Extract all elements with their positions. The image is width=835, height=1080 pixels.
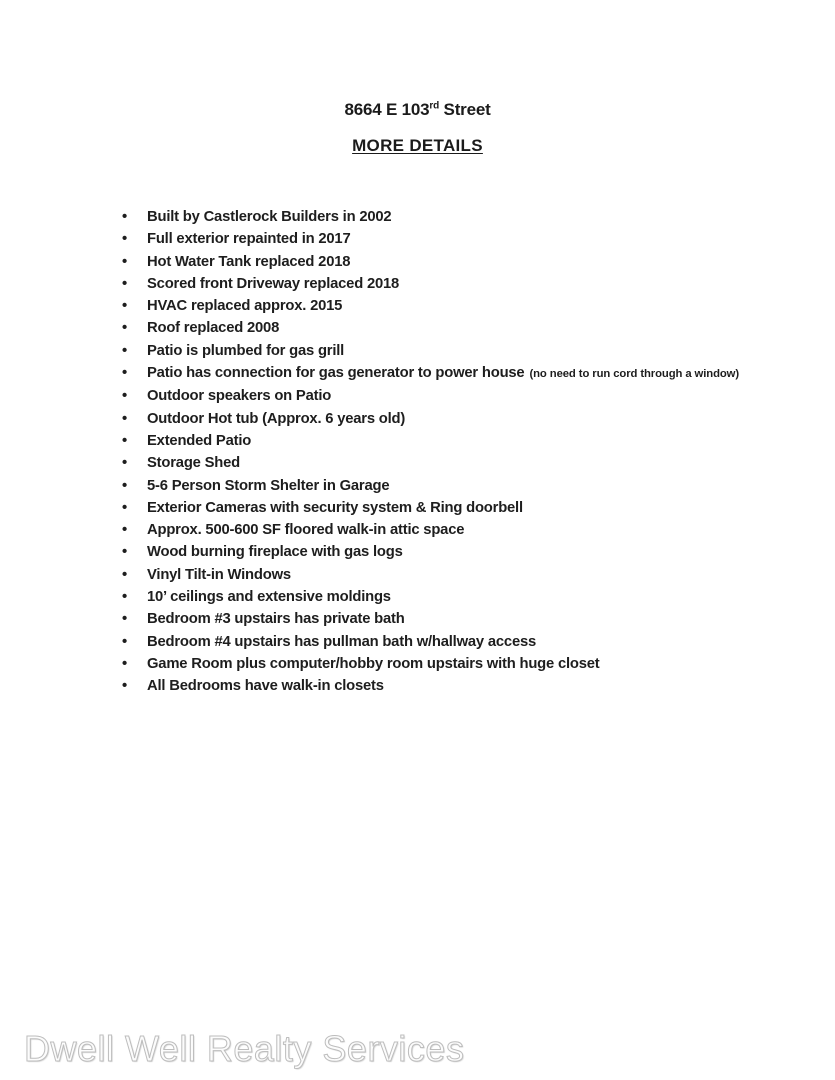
list-item xyxy=(122,273,782,295)
list-item-text: Hot Water Tank replaced 2018 xyxy=(147,253,351,270)
list-item xyxy=(122,408,782,430)
list-item-text: Full exterior repainted in 2017 xyxy=(147,231,351,248)
list-item-text: Vinyl Tilt-in Windows xyxy=(147,566,291,583)
list-item-text: Outdoor Hot tub (Approx. 6 years old) xyxy=(147,410,406,427)
bullet-icon: • xyxy=(122,522,127,539)
list-item-text: Scored front Driveway replaced 2018 xyxy=(147,275,400,292)
page-title xyxy=(0,100,835,120)
list-item-text: Exterior Cameras with security system & Ring doorbell xyxy=(147,499,523,516)
list-item xyxy=(122,608,782,630)
bullet-icon: • xyxy=(122,455,127,472)
list-item-text: All Bedrooms have walk-in closets xyxy=(147,678,384,695)
bullet-icon: • xyxy=(122,410,127,427)
list-item-text: 5-6 Person Storm Shelter in Garage xyxy=(147,477,390,494)
bullet-icon: • xyxy=(122,275,127,292)
list-item xyxy=(122,340,782,362)
list-item xyxy=(122,497,782,519)
list-item xyxy=(122,631,782,653)
bullet-icon: • xyxy=(122,432,127,449)
list-item xyxy=(122,251,782,273)
bullet-icon: • xyxy=(122,298,127,315)
list-item-text: Game Room plus computer/hobby room upstairs with huge closet xyxy=(147,655,600,672)
bullet-icon: • xyxy=(122,544,127,561)
list-item xyxy=(122,362,782,385)
address-prefix: 8664 E 103 xyxy=(344,100,430,119)
list-item-text: Extended Patio xyxy=(147,432,252,449)
bullet-icon: • xyxy=(122,388,127,405)
list-item xyxy=(122,385,782,407)
details-list xyxy=(122,206,782,698)
list-item-text: Bedroom #3 upstairs has private bath xyxy=(147,611,405,628)
address-ordinal-superscript: rd xyxy=(429,100,440,112)
list-item xyxy=(122,295,782,317)
bullet-icon: • xyxy=(122,365,127,382)
list-item-text: Bedroom #4 upstairs has pullman bath w/hallway access xyxy=(147,633,537,650)
list-item xyxy=(122,653,782,675)
bullet-icon: • xyxy=(122,566,127,583)
document-header xyxy=(0,100,835,120)
list-item-text: 10’ ceilings and extensive moldings xyxy=(147,589,391,606)
bullet-icon: • xyxy=(122,589,127,606)
address-suffix: Street xyxy=(439,100,491,119)
list-item xyxy=(122,228,782,250)
list-item-text: Built by Castlerock Builders in 2002 xyxy=(147,209,392,225)
list-item-text: Patio has connection for gas generator to power house xyxy=(147,365,525,382)
list-item-text: HVAC replaced approx. 2015 xyxy=(147,298,343,315)
bullet-icon: • xyxy=(122,209,127,225)
bullet-icon: • xyxy=(122,253,127,270)
list-item-text: Patio is plumbed for gas grill xyxy=(147,342,345,359)
bullet-icon: • xyxy=(122,342,127,359)
bullet-icon: • xyxy=(122,678,127,695)
list-item xyxy=(122,564,782,586)
list-item xyxy=(122,475,782,497)
list-item-text: Outdoor speakers on Patio xyxy=(147,388,332,405)
page-subtitle: MORE DETAILS xyxy=(352,136,483,155)
bullet-icon: • xyxy=(122,320,127,337)
bullet-icon: • xyxy=(122,477,127,494)
list-item xyxy=(122,586,782,608)
list-item-text: Roof replaced 2008 xyxy=(147,320,280,337)
list-item xyxy=(122,430,782,452)
bullet-icon: • xyxy=(122,611,127,628)
list-item xyxy=(122,206,782,228)
bullet-icon: • xyxy=(122,231,127,248)
list-item-text: Approx. 500-600 SF floored walk-in attic space xyxy=(147,522,465,539)
list-item xyxy=(122,452,782,474)
list-item xyxy=(122,541,782,563)
list-item-text: Wood burning fireplace with gas logs xyxy=(147,544,403,561)
list-item xyxy=(122,317,782,339)
list-item-text: Storage Shed xyxy=(147,455,240,472)
bullet-icon: • xyxy=(122,633,127,650)
list-item-note: (no need to run cord through a window) xyxy=(529,368,740,381)
list-item xyxy=(122,675,782,697)
list-item xyxy=(122,519,782,541)
bullet-icon: • xyxy=(122,499,127,516)
watermark-logo: Dwell Well Realty Services xyxy=(24,1028,465,1069)
subtitle-row xyxy=(0,136,835,156)
bullet-icon: • xyxy=(122,655,127,672)
